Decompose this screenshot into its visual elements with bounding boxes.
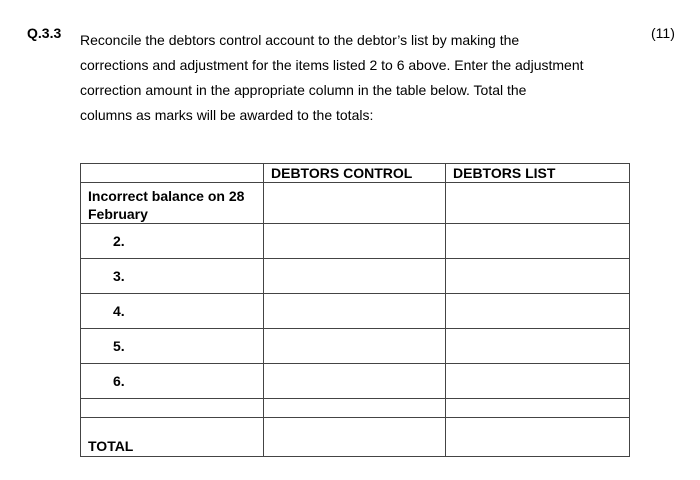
total-row [81, 418, 630, 457]
header-debtors-list: DEBTORS LIST [446, 164, 630, 183]
table-row [81, 259, 630, 294]
question-line: corrections and adjustment for the items listed 2 to 6 above. Enter the adjustment [80, 57, 584, 73]
reconciliation-table [80, 163, 630, 457]
total-label-cell: TOTAL [81, 418, 264, 457]
table-row [81, 183, 630, 224]
question-marks: (11) [651, 25, 675, 41]
question-line: columns as marks will be awarded to the totals: [80, 107, 374, 123]
control-cell[interactable] [264, 399, 446, 418]
question-line: Reconcile the debtors control account to the debtor’s list by making the [80, 32, 520, 48]
item-number: 3. [113, 268, 125, 284]
header-debtors-control: DEBTORS CONTROL [264, 164, 446, 183]
question-number: Q.3.3 [27, 25, 62, 41]
list-cell[interactable] [446, 183, 630, 224]
list-cell[interactable] [446, 294, 630, 329]
item-label-cell [81, 224, 264, 259]
header-blank-cell [81, 164, 264, 183]
table-row [81, 364, 630, 399]
list-cell[interactable] [446, 329, 630, 364]
table-row [81, 224, 630, 259]
question-text [80, 25, 640, 131]
list-cell[interactable] [446, 224, 630, 259]
question-line: correction amount in the appropriate column in the table below. Total the [80, 82, 527, 98]
item-number: 4. [113, 303, 125, 319]
balance-label: Incorrect balance on 28 February [88, 188, 245, 222]
control-cell[interactable] [264, 329, 446, 364]
item-number: 5. [113, 338, 125, 354]
item-label-cell [81, 364, 264, 399]
item-number: 6. [113, 373, 125, 389]
item-label-cell [81, 294, 264, 329]
balance-label-cell [81, 183, 264, 224]
list-cell[interactable] [446, 259, 630, 294]
list-cell[interactable] [446, 364, 630, 399]
table-row-blank [81, 399, 630, 418]
blank-cell [81, 399, 264, 418]
control-cell[interactable] [264, 294, 446, 329]
control-cell[interactable] [264, 364, 446, 399]
control-cell[interactable] [264, 259, 446, 294]
list-total-cell[interactable] [446, 418, 630, 457]
table-header-row [81, 164, 630, 183]
control-cell[interactable] [264, 224, 446, 259]
table-row [81, 329, 630, 364]
list-cell[interactable] [446, 399, 630, 418]
control-cell[interactable] [264, 183, 446, 224]
control-total-cell[interactable] [264, 418, 446, 457]
item-number: 2. [113, 233, 125, 249]
table-row [81, 294, 630, 329]
item-label-cell [81, 259, 264, 294]
item-label-cell [81, 329, 264, 364]
